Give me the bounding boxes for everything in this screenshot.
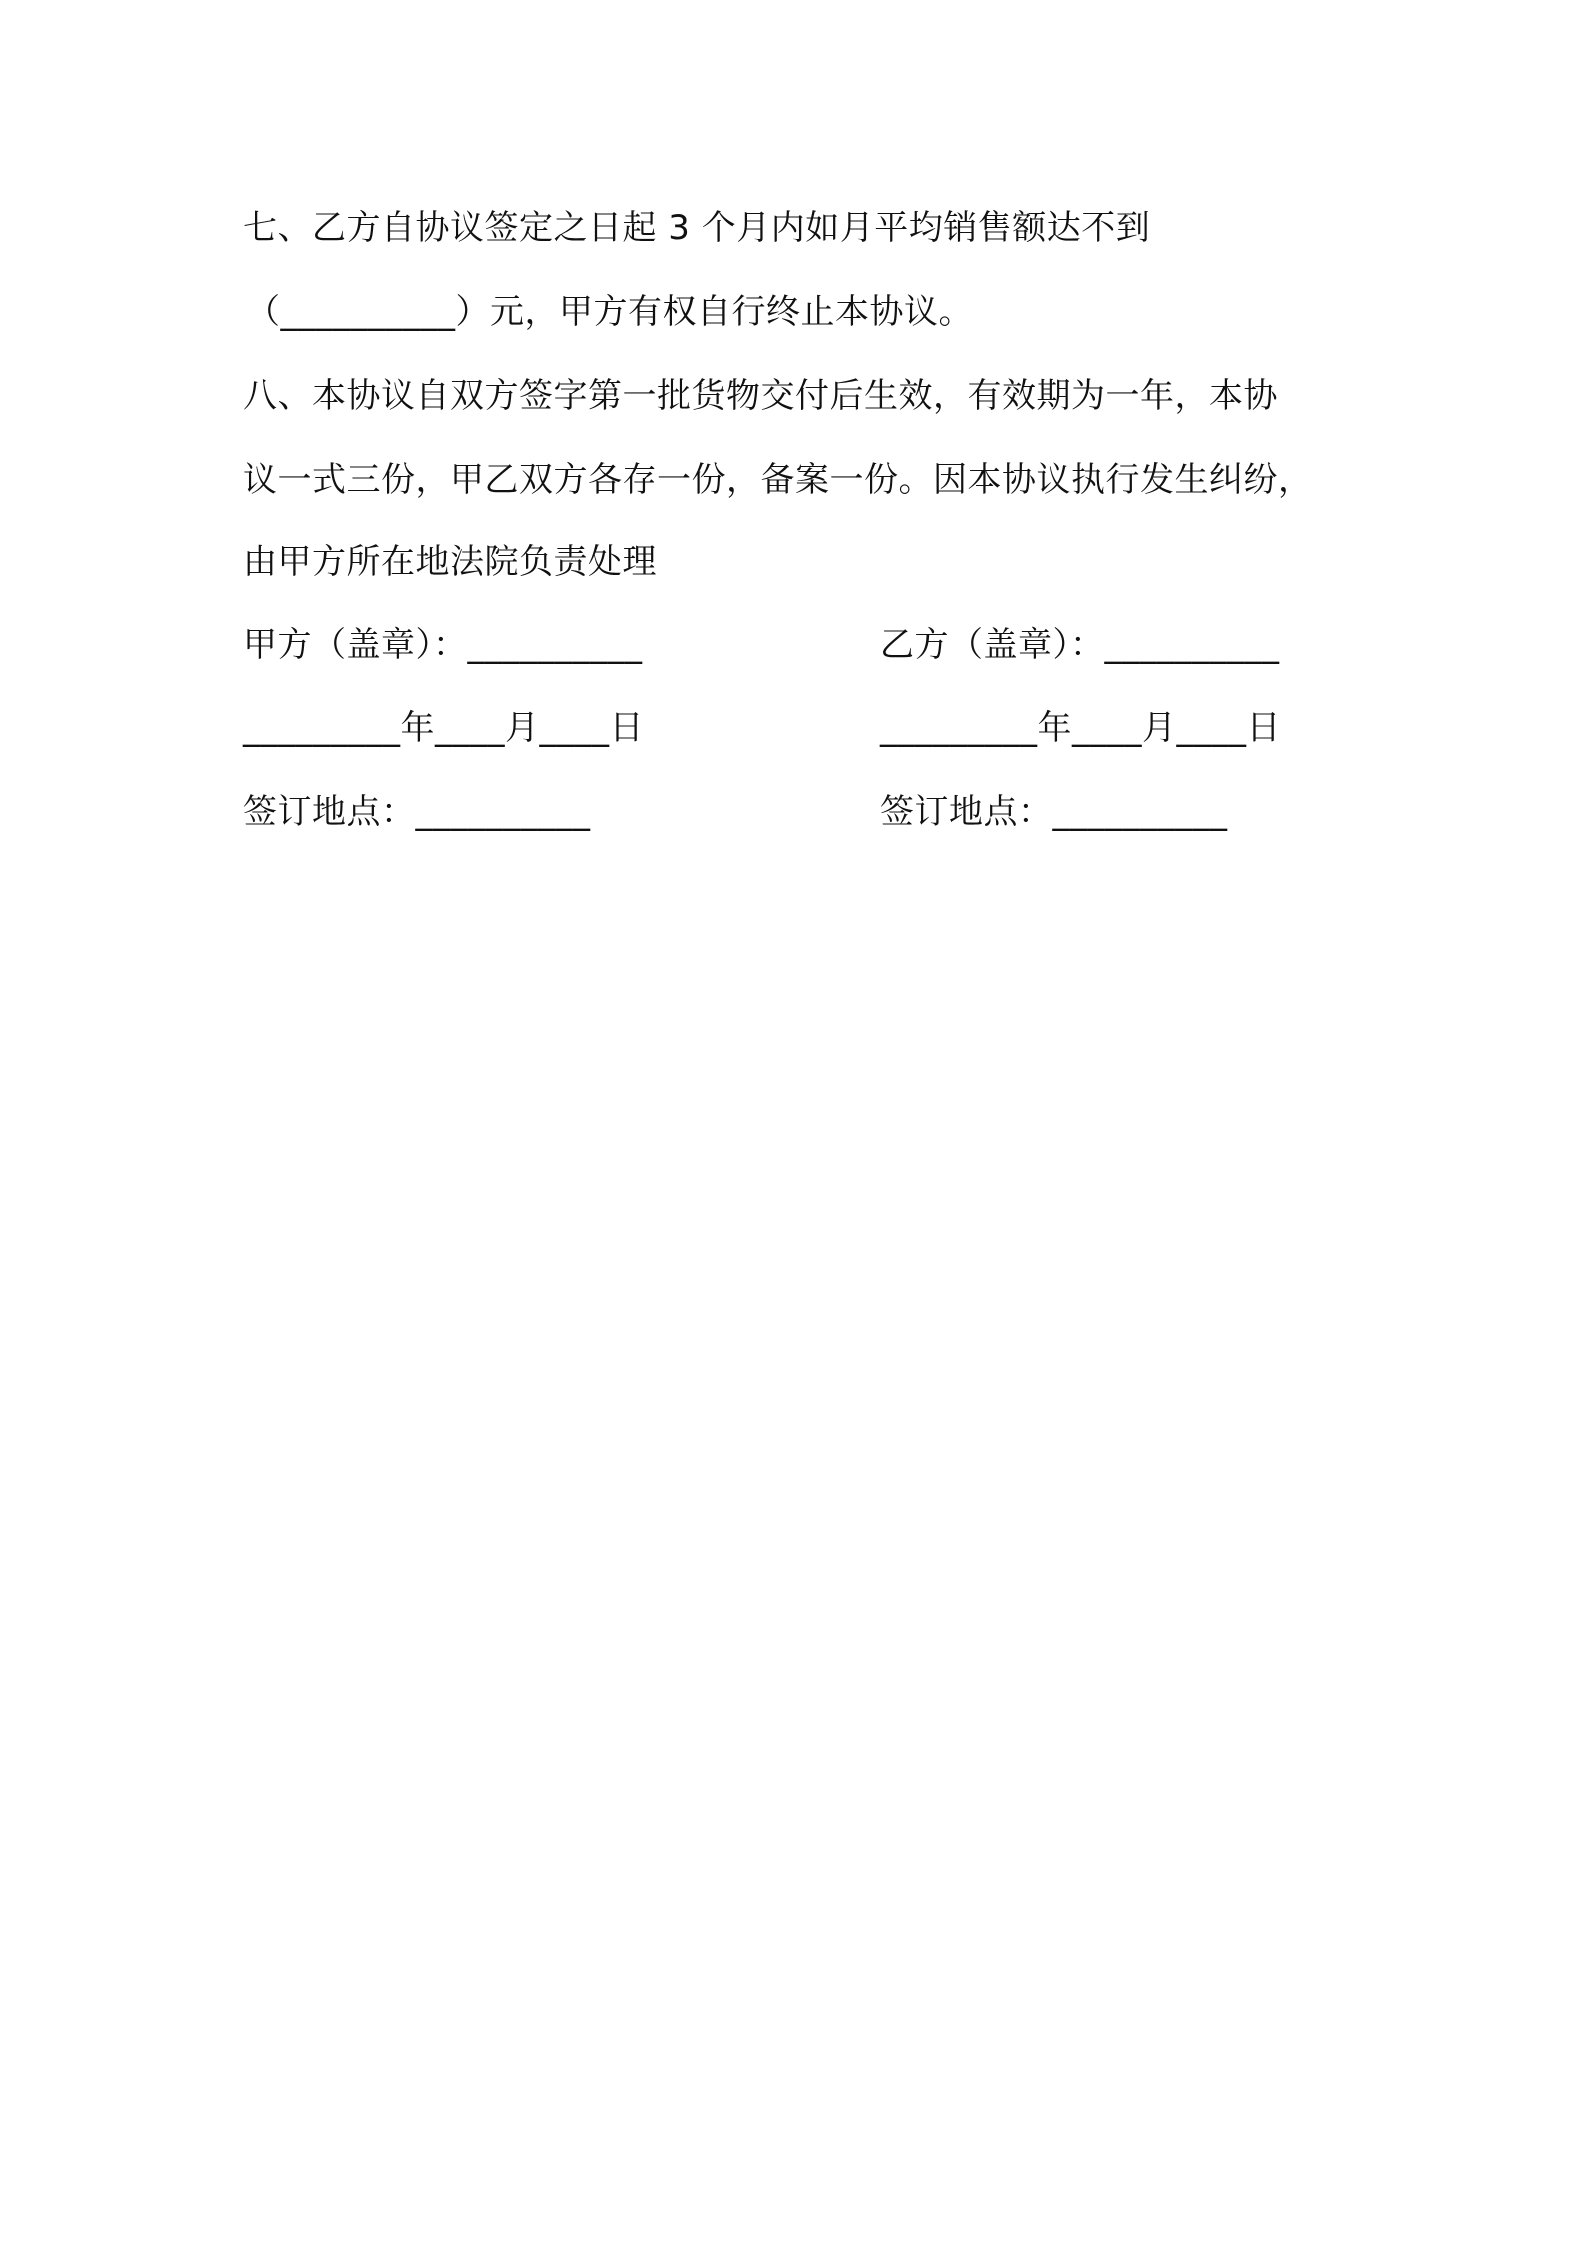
- clause-seven-line-1: 七、乙方自协议签定之日起 3 个月内如月平均销售额达不到: [243, 208, 1151, 248]
- party-a-date-field: _________年____月____日: [243, 708, 644, 748]
- clause-eight-line-3: 由甲方所在地法院负责处理: [243, 542, 657, 582]
- party-a-place-field: 签订地点：__________: [243, 792, 591, 832]
- party-b-place-field: 签订地点：__________: [880, 792, 1228, 832]
- clause-seven-line-2: （__________）元，甲方有权自行终止本协议。: [246, 292, 973, 332]
- party-a-seal-field: 甲方（盖章）：__________: [243, 625, 643, 665]
- clause-eight-line-1: 八、本协议自双方签字第一批货物交付后生效，有效期为一年，本协: [243, 376, 1278, 416]
- party-b-date-field: _________年____月____日: [880, 708, 1281, 748]
- party-b-seal-field: 乙方（盖章）：__________: [880, 625, 1280, 665]
- clause-eight-line-2: 议一式三份，甲乙双方各存一份，备案一份。因本协议执行发生纠纷，: [243, 460, 1313, 500]
